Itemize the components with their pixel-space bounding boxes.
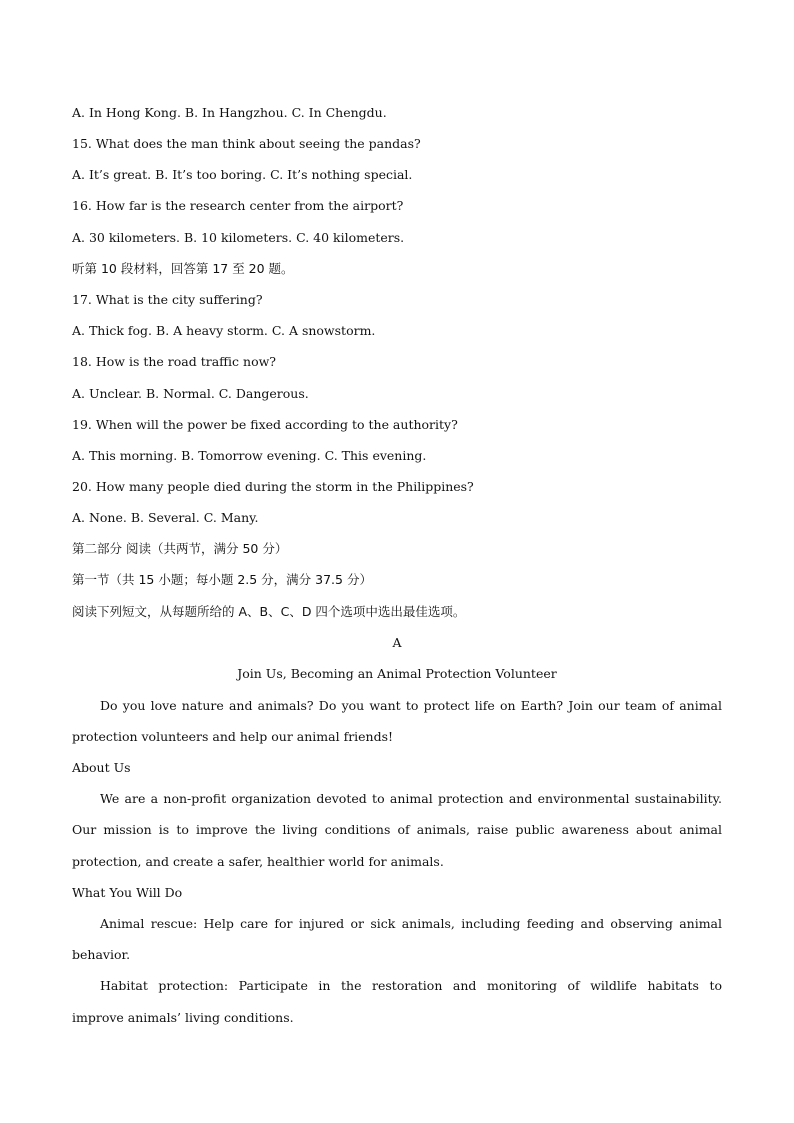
paragraph-line: We are a non-profit organization devoted to animal protection and environmental sustainability. [100, 791, 722, 806]
paragraph-line: improve animals’ living conditions. [72, 1010, 294, 1025]
part-two-heading: 第二部分 阅读（共两节，满分 50 分） [72, 541, 288, 556]
q18-question: 18. How is the road traffic now? [72, 354, 276, 369]
paragraph-line: Animal rescue: Help care for injured or sick animals, including feeding and observing animal [100, 916, 722, 931]
paragraph-line: protection volunteers and help our animal friends! [72, 729, 394, 744]
paragraph-line: behavior. [72, 947, 131, 962]
paragraph-line: Do you love nature and animals? Do you want to protect life on Earth? Join our team of animal [100, 698, 722, 713]
q20-options: A. None. B. Several. C. Many. [72, 510, 259, 525]
passage-label: A [392, 635, 402, 650]
subheading-about-us: About Us [72, 760, 131, 775]
q18-options: A. Unclear. B. Normal. C. Dangerous. [72, 386, 309, 401]
q15-options: A. It’s great. B. It’s too boring. C. It’s nothing special. [72, 167, 413, 182]
passage-title: Join Us, Becoming an Animal Protection Volunteer [237, 666, 557, 681]
reading-instruction: 阅读下列短文，从每题所给的 A、B、C、D 四个选项中选出最佳选项。 [72, 604, 466, 619]
q19-options: A. This morning. B. Tomorrow evening. C. This evening. [72, 448, 427, 463]
q17-options: A. Thick fog. B. A heavy storm. C. A snowstorm. [72, 323, 376, 338]
q16-options: A. 30 kilometers. B. 10 kilometers. C. 40 kilometers. [72, 230, 405, 245]
section-instruction-10: 听第 10 段材料，回答第 17 至 20 题。 [72, 261, 294, 276]
paragraph-line: Our mission is to improve the living conditions of animals, raise public awareness about animal [72, 822, 722, 837]
q17-question: 17. What is the city suffering? [72, 292, 263, 307]
q20-question: 20. How many people died during the storm in the Philippines? [72, 479, 474, 494]
q14-options: A. In Hong Kong. B. In Hangzhou. C. In Chengdu. [72, 105, 387, 120]
q15-question: 15. What does the man think about seeing the pandas? [72, 136, 421, 151]
section-one-heading: 第一节（共 15 小题；每小题 2.5 分，满分 37.5 分） [72, 572, 372, 587]
q19-question: 19. When will the power be fixed according to the authority? [72, 417, 458, 432]
paragraph-line: protection, and create a safer, healthier world for animals. [72, 854, 444, 869]
subheading-what-you-will-do: What You Will Do [72, 885, 183, 900]
q16-question: 16. How far is the research center from the airport? [72, 198, 404, 213]
paragraph-line: Habitat protection: Participate in the restoration and monitoring of wildlife habitats to [100, 978, 722, 993]
